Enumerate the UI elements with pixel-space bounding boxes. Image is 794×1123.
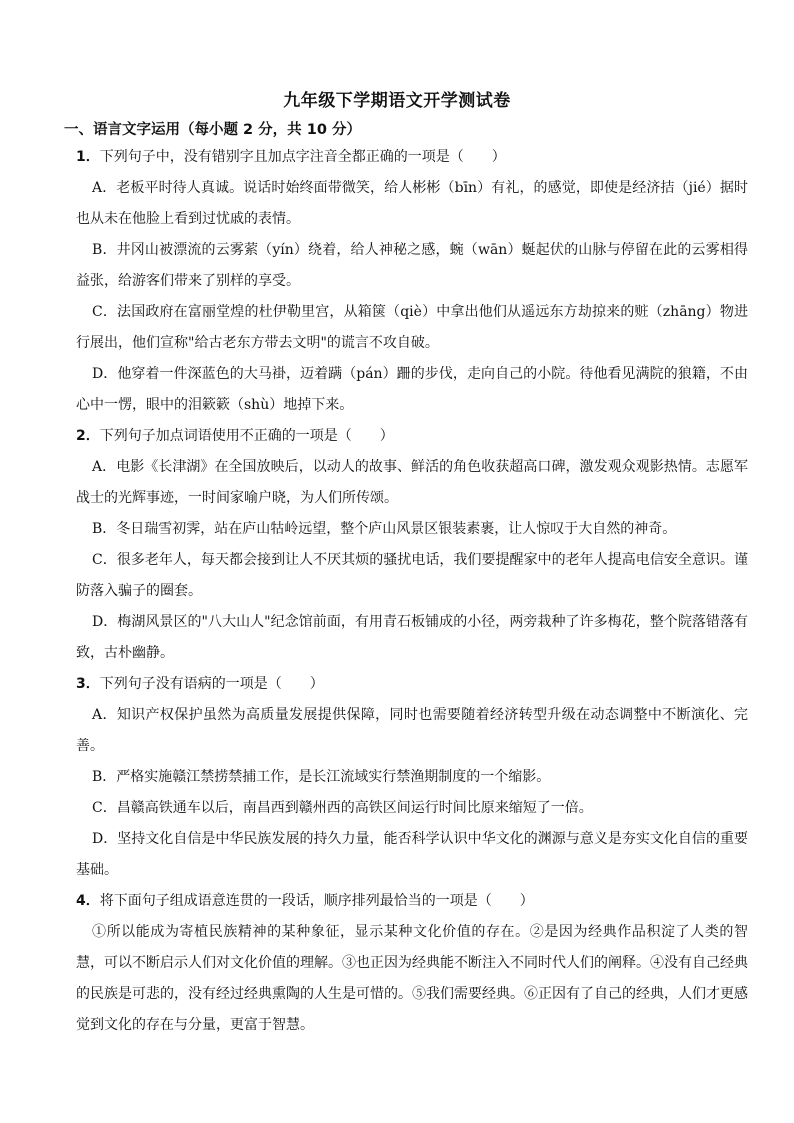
question-1 — [76, 142, 748, 421]
option-b: B．冬日瑞雪初霁，站在庐山牯岭远望，整个庐山风景区银装素裹，让人惊叹于大自然的神奇。 — [92, 521, 677, 537]
option-b: B．严格实施赣江禁捞禁捕工作，是长江流域实行禁渔期制度的一个缩影。 — [92, 769, 551, 785]
option-c: C．很多老年人，每天都会接到让人不厌其烦的骚扰电话，我们要提醒家中的老年人提高电信安全意识。谨防落入骗子的圈套。 — [76, 552, 748, 599]
option-d: D．他穿着一件深蓝色的大马褂，迈着蹒（pán）跚的步伐，走向自己的小院。待他看见满院的狼籍，不由心中一愣，眼中的泪簌簌（shù）地掉下来。 — [76, 366, 748, 413]
question-4 — [76, 886, 748, 1041]
question-number: 3． — [76, 676, 100, 692]
question-3 — [76, 669, 748, 886]
section-heading: 一、语言文字运用（每小题 2 分，共 10 分） — [64, 122, 361, 138]
page-title: 九年级下学期语文开学测试卷 — [283, 91, 511, 111]
question-text: 下列句子中，没有错别字且加点字注音全都正确的一项是（ ） — [99, 149, 506, 165]
question-number: 4． — [76, 893, 100, 909]
question-text: 将下面句子组成语意连贯的一段话，顺序排列最恰当的一项是（ ） — [99, 893, 534, 909]
question-text: 下列句子没有语病的一项是（ ） — [99, 676, 324, 692]
question-2 — [76, 421, 748, 669]
questions-container — [76, 142, 748, 1041]
question-number: 1． — [76, 149, 100, 165]
option-b: B．井冈山被漂流的云雾萦（yín）绕着，给人神秘之感，蜿（wān）蜒起伏的山脉与停留在此的云雾相得益张，给游客们带来了别样的享受。 — [76, 242, 748, 289]
question-text: 下列句子加点词语使用不正确的一项是（ ） — [99, 428, 394, 444]
option-a: A．知识产权保护虽然为高质量发展提供保障，同时也需要随着经济转型升级在动态调整中不断演化、完善。 — [76, 707, 748, 754]
question-stem — [76, 142, 748, 173]
question-stem — [76, 669, 748, 700]
option-a: A．老板平时待人真诚。说话时始终面带微笑，给人彬彬（bīn）有礼，的感觉，即使是经济拮（jié）据时也从未在他脸上看到过忧戚的表情。 — [76, 180, 748, 227]
option-c: C．昌赣高铁通车以后，南昌西到赣州西的高铁区间运行时间比原来缩短了一倍。 — [92, 800, 593, 816]
option-d: D．梅湖风景区的"八大山人"纪念馆前面，有用青石板铺成的小径，两旁栽种了许多梅花，整个院落错落有致，古朴幽静。 — [76, 614, 748, 661]
reading-passage: ①所以能成为寄植民族精神的某种象征，显示某种文化价值的存在。②是因为经典作品积淀了人类的智慧，可以不断启示人们对文化价值的理解。③也正因为经典能不断注入不同时代人们的阐释。④没有自己经典的民族是可悲的，没有经过经典熏陶的人生是可惜的。⑤我们需要经典。⑥正因有了自己的经典，人们才更感觉到文化的存在与分量，更富于智慧。 — [76, 924, 748, 1033]
question-stem — [76, 886, 748, 917]
option-c: C．法国政府在富丽堂煌的杜伊勒里宫，从箱箧（qiè）中拿出他们从遥远东方劫掠来的赃（zhāng）物进行展出，他们宣称"给古老东方带去文明"的谎言不攻自破。 — [76, 304, 748, 351]
question-number: 2． — [76, 428, 100, 444]
option-a: A．电影《长津湖》在全国放映后，以动人的故事、鲜活的角色收获超高口碑，激发观众观影热情。志愿军战士的光辉事迹，一时间家喻户晓，为人们所传颂。 — [76, 459, 748, 506]
option-d: D．坚持文化自信是中华民族发展的持久力量，能否科学认识中华文化的渊源与意义是夯实文化自信的重要基础。 — [76, 831, 748, 878]
question-stem — [76, 421, 748, 452]
